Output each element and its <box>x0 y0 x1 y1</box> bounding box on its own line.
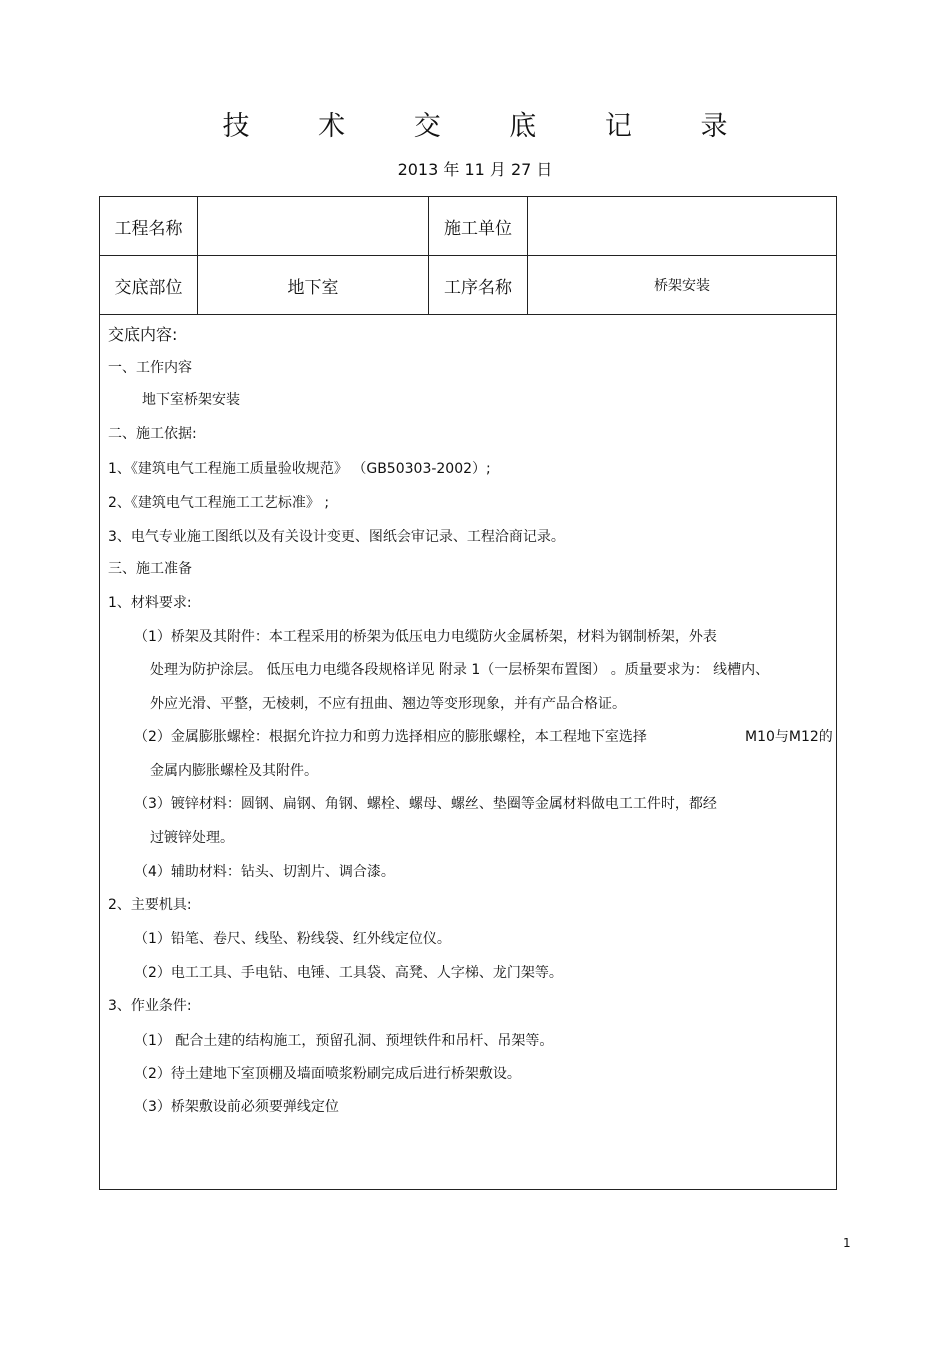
document-date: 2013 年 11 月 27 日 <box>397 160 553 179</box>
content-line: 过镀锌处理。 <box>150 830 234 846</box>
row-divider <box>100 314 836 315</box>
disclosure-part-value: 地下室 <box>287 277 339 298</box>
content-line: 地下室桥架安装 <box>142 392 240 408</box>
page-number: 1 <box>843 1236 851 1250</box>
content-line: 1、《建筑电气工程施工质量验收规范》 （GB50303-2002）; <box>108 461 491 477</box>
content-line: 2、《建筑电气工程施工工艺标准》 ; <box>108 495 330 511</box>
content-line: 处理为防护涂层。 低压电力电缆各段规格详见 附录 1（一层桥架布置图） 。质量要求为： 线槽内、 <box>150 662 770 678</box>
section-heading: 三、施工准备 <box>108 561 192 577</box>
content-line: 外应光滑、平整，无棱刺，不应有扭曲、翘边等变形现象，并有产品合格证。 <box>150 696 626 712</box>
content-line: （2）待土建地下室顶棚及墙面喷浆粉刷完成后进行桥架敷设。 <box>134 1066 521 1082</box>
process-name-value: 桥架安装 <box>654 278 710 294</box>
record-table <box>99 196 837 1190</box>
content-line: 金属内膨胀螺栓及其附件。 <box>150 763 318 779</box>
project-name-label: 工程名称 <box>114 218 183 239</box>
project-name-value <box>198 197 428 255</box>
content-line: （1） 配合土建的结构施工，预留孔洞、预埋铁件和吊杆、吊架等。 <box>134 1033 554 1049</box>
content-line: （2）金属膨胀螺栓：根据允许拉力和剪力选择相应的膨胀螺栓，本工程地下室选择 <box>134 729 647 745</box>
disclosure-part-label: 交底部位 <box>114 277 183 298</box>
section-heading: 二、施工依据: <box>108 426 197 442</box>
content-line: （4）辅助材料：钻头、切割片、调合漆。 <box>134 864 395 880</box>
construction-unit-value <box>528 197 836 255</box>
content-line: （1）桥架及其附件：本工程采用的桥架为低压电力电缆防火金属桥架，材料为钢制桥架，外表 <box>134 629 717 645</box>
content-line: 2、主要机具: <box>108 897 192 913</box>
section-heading: 一、工作内容 <box>108 360 192 376</box>
content-line: （2）电工工具、手电钻、电锤、工具袋、高凳、人字梯、龙门架等。 <box>134 965 563 981</box>
content-label: 交底内容: <box>108 325 178 344</box>
content-line: （1）铅笔、卷尺、线坠、粉线袋、红外线定位仪。 <box>134 931 451 947</box>
content-line: 3、电气专业施工图纸以及有关设计变更、图纸会审记录、工程洽商记录。 <box>108 529 565 545</box>
construction-unit-label: 施工单位 <box>444 218 512 239</box>
content-line: M10与M12的 <box>745 729 833 745</box>
content-line: （3）桥架敷设前必须要弹线定位 <box>134 1099 339 1115</box>
content-line: 3、作业条件: <box>108 998 192 1014</box>
page-title: 技 术 交 底 记 录 <box>222 111 758 142</box>
content-line: 1、材料要求: <box>108 595 192 611</box>
content-line: （3）镀锌材料：圆钢、扁钢、角钢、螺栓、螺母、螺丝、垫圈等金属材料做电工工件时，都经 <box>134 796 717 812</box>
process-name-label: 工序名称 <box>444 277 512 298</box>
